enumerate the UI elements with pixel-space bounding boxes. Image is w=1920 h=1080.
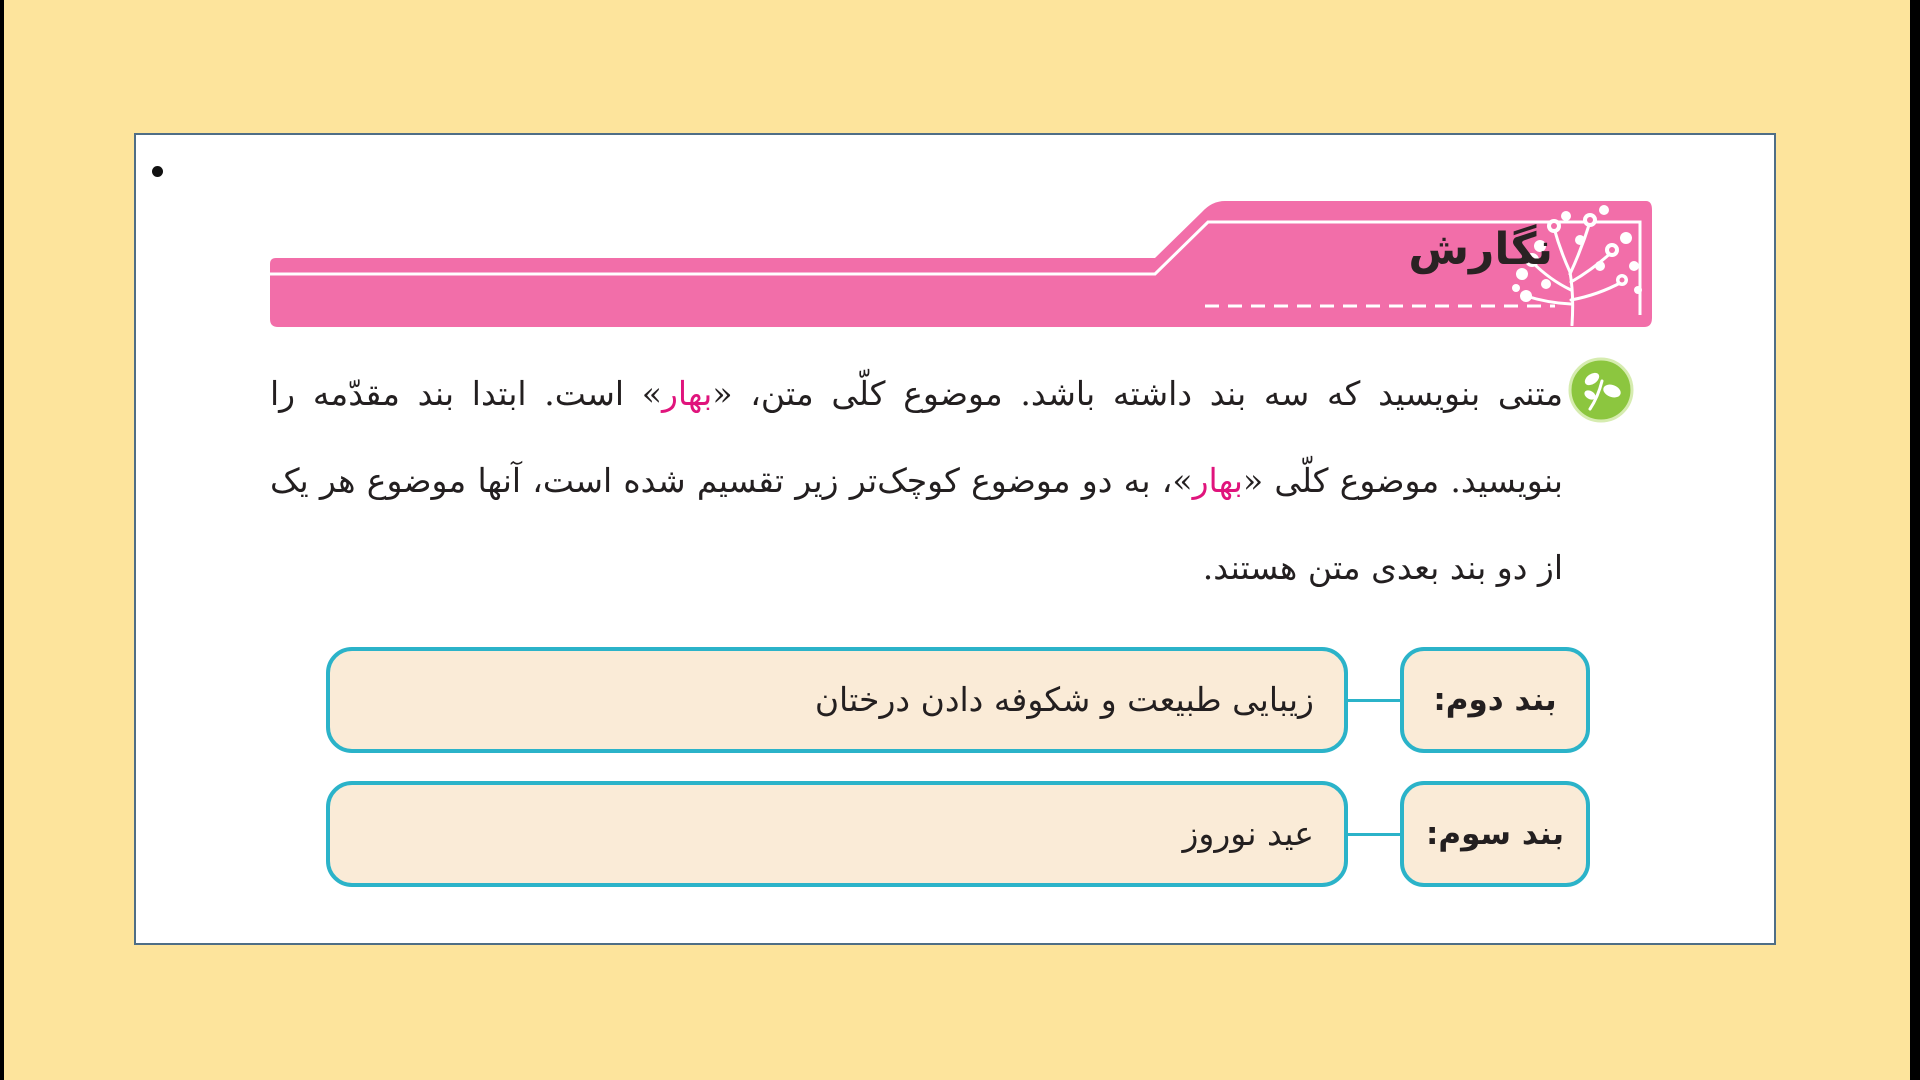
screen-edge: [1910, 0, 1920, 1080]
instruction-text: [270, 350, 1563, 611]
paragraph-row-third: [326, 781, 1590, 889]
instruction-part-3: »، به دو موضوع کوچک‌تر زیر تقسیم شده است، آنها موضوع هر یک از دو بند بعدی متن هستند.: [270, 461, 1563, 587]
highlight-spring-1: بهار: [661, 374, 713, 413]
paragraph-row-second: [326, 647, 1590, 755]
paragraph-label: بند سوم:: [1400, 781, 1590, 887]
instruction-part-2: » است. ابتدا بند مقدّمه را بنویسید. موضوع کلّی «: [270, 374, 1563, 500]
slide-background: [4, 0, 1910, 1080]
section-title: نگارش: [1408, 224, 1553, 275]
leaf-bullet-icon: [1568, 357, 1634, 423]
paragraph-topic-box: زیبایی طبیعت و شکوفه دادن درختان: [326, 647, 1348, 753]
instruction-part-1: متنی بنویسید که سه بند داشته باشد. موضوع کلّی متن، «: [712, 374, 1564, 413]
lesson-slide: [134, 133, 1776, 945]
paragraph-label: بند دوم:: [1400, 647, 1590, 753]
connector-line: [1348, 833, 1400, 836]
bullet-dot: [152, 166, 163, 177]
connector-line: [1348, 699, 1400, 702]
paragraph-topic-box: عید نوروز: [326, 781, 1348, 887]
highlight-spring-2: بهار: [1192, 461, 1243, 500]
